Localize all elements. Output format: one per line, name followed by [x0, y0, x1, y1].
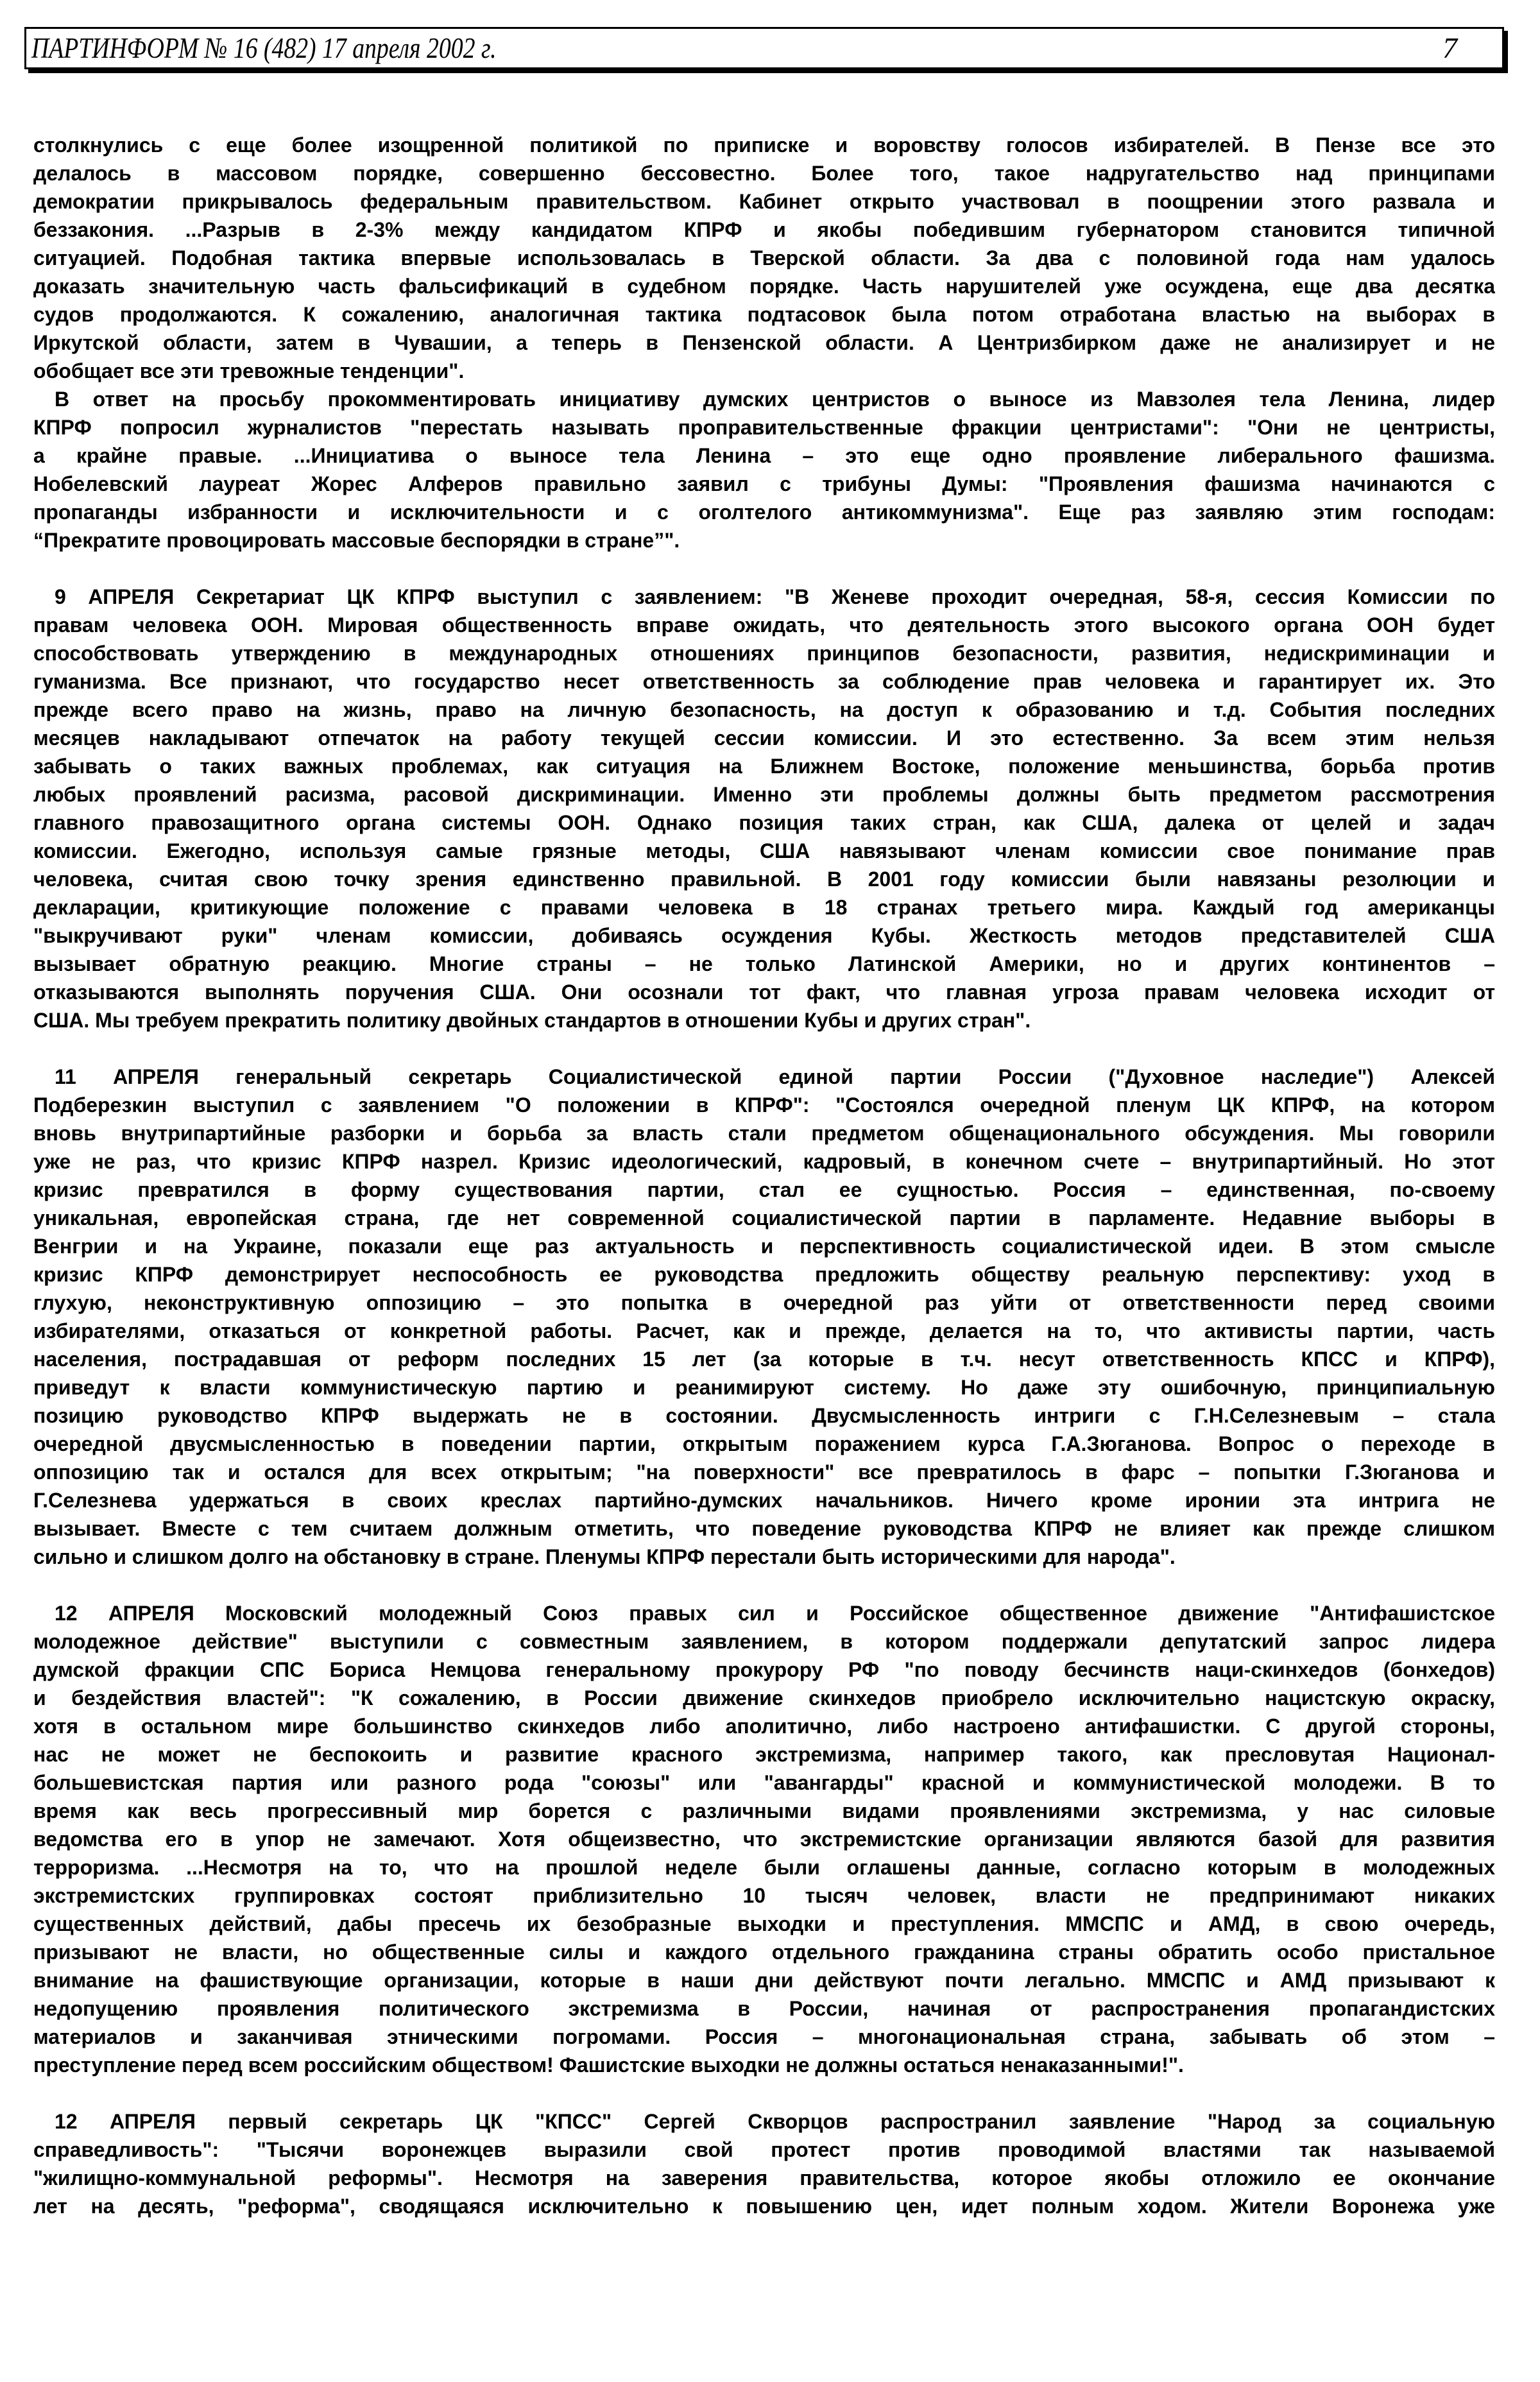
- text-line: человека, считая свою точку зрения единственно правильной. В 2001 году комиссии были навязаны резолюции и: [33, 868, 1495, 891]
- text-line: доказать значительную часть фальсификаций в судебном порядке. Часть нарушителей уже осуждена, еще два десятка: [33, 275, 1495, 298]
- publication-title: ПАРТИНФОРМ № 16 (482) 17 апреля 2002 г.: [31, 31, 497, 64]
- text-line: материалов и заканчивая этническими погромами. Россия – многонациональная страна, забывать об этом –: [33, 2025, 1495, 2048]
- text-line: Иркутской области, затем в Чувашии, а теперь в Пензенской области. А Центризбирком даже не анализирует и не: [33, 331, 1495, 354]
- text-line: месяцев накладывают отпечаток на работу текущей сессии комиссии. И это естественно. За всем этим нельзя: [33, 726, 1495, 750]
- text-line: забывать о таких важных проблемах, как ситуация на Ближнем Востоке, положение меньшинства, борьба против: [33, 755, 1495, 778]
- text-line: В ответ на просьбу прокомментировать инициативу думских центристов о выносе из Мавзолея тела Ленина, лидер: [55, 388, 1495, 411]
- paragraph: [33, 1599, 1495, 2079]
- text-line: пропаганды избранности и исключительности и с оголтелого антикоммунизма". Еще раз заявляю этим господам:: [33, 501, 1495, 524]
- text-line: отказываются выполнять поручения США. Они осознали тот факт, что главная угроза правам человека исходит от: [33, 981, 1495, 1004]
- text-line: Подберезкин выступил с заявлением "О положении в КПРФ": "Состоялся очередной пленум ЦК КПРФ, на котором: [33, 1093, 1495, 1117]
- text-line: вновь внутрипартийные разборки и борьба за власть стали предметом общенационального обсуждения. Мы говорили: [33, 1122, 1495, 1145]
- text-line: 12 АПРЕЛЯ Московский молодежный Союз правых сил и Российское общественное движение "Антифашистское: [55, 1602, 1495, 1625]
- text-line: Г.Селезнева удержаться в своих креслах партийно-думских начальников. Ничего кроме иронии эта интрига не: [33, 1489, 1495, 1512]
- text-line: и бездействия властей": "К сожалению, в России движение скинхедов приобрело исключительно нацистскую окраску,: [33, 1686, 1495, 1709]
- text-line: гуманизма. Все признают, что государство несет ответственность за соблюдение прав человека и гарантирует их. Это: [33, 670, 1495, 693]
- text-line: очередной двусмысленностью в поведении партии, открытым поражением курса Г.А.Зюганова. Вопрос о переходе в: [33, 1432, 1495, 1455]
- text-line: вызывает. Вместе с тем считаем должным отметить, что поведение руководства КПРФ не влияет как прежде слишком: [33, 1517, 1495, 1540]
- text-line: столкнулись с еще более изощренной политикой по приписке и воровству голосов избирателей. В Пензе все это: [33, 133, 1495, 157]
- text-line: ведомства его в упор не замечают. Хотя общеизвестно, что экстремистские организации являются базой для развития: [33, 1828, 1495, 1851]
- paragraph: [33, 385, 1495, 554]
- paragraph: [33, 1063, 1495, 1571]
- text-line: КПРФ попросил журналистов "перестать называть проправительственные фракции центристами": "Они не центристы,: [33, 416, 1495, 439]
- text-line: прежде всего право на жизнь, право на личную безопасность, на доступ к образованию и т.д. События последних: [33, 698, 1495, 721]
- text-line: 11 АПРЕЛЯ генеральный секретарь Социалистической единой партии России ("Духовное наследие") Алексей: [55, 1065, 1495, 1088]
- text-line: приведут к власти коммунистическую партию и реанимируют систему. Но даже эту ошибочную, принципиальную: [33, 1376, 1495, 1399]
- text-line: лет на десять, "реформа", сводящаяся исключительно к повышению цен, идет полным ходом. Жители Воронежа уже: [33, 2195, 1495, 2218]
- text-line: избирателями, отказаться от конкретной работы. Расчет, как и прежде, делается на то, что активисты партии, часть: [33, 1319, 1495, 1342]
- text-line: оппозицию так и остался для всех открытым; "на поверхности" все превратилось в фарс – попытки Г.Зюганова и: [33, 1461, 1495, 1484]
- text-line: Венгрии и на Украине, показали еще раз актуальность и перспективность социалистической идеи. В этом смысле: [33, 1235, 1495, 1258]
- text-line: терроризма. ...Несмотря на то, что на прошлой неделе были оглашены данные, согласно которым в молодежных: [33, 1856, 1495, 1879]
- text-line: преступление перед всем российским обществом! Фашистские выходки не должны остаться ненаказанными!".: [33, 2053, 1184, 2077]
- text-line: думской фракции СПС Бориса Немцова генеральному прокурору РФ "по поводу бесчинств наци-скинхедов (бонхедов): [33, 1658, 1495, 1681]
- article-body: [33, 131, 1495, 2220]
- text-line: уникальная, европейская страна, где нет современной социалистической партии в парламенте. Недавние выборы в: [33, 1206, 1495, 1230]
- text-line: США. Мы требуем прекратить политику двойных стандартов в отношении Кубы и других стран".: [33, 1009, 1031, 1032]
- text-line: время как весь прогрессивный мир борется с различными видами проявлениями экстремизма, у нас силовые: [33, 1799, 1495, 1822]
- paragraph: [33, 131, 1495, 385]
- text-line: делалось в массовом порядке, совершенно бессовестно. Более того, такое надругательство над принципами: [33, 162, 1495, 185]
- page-header: [24, 27, 1504, 69]
- text-line: а крайне правые. ...Инициатива о выносе тела Ленина – это еще одно проявление либерального фашизма.: [33, 444, 1495, 467]
- text-line: демократии прикрывалось федеральным правительством. Кабинет открыто участвовал в поощрении этого развала и: [33, 190, 1495, 213]
- text-line: главного правозащитного органа системы ООН. Однако позиция таких стран, как США, далека от целей и задач: [33, 811, 1495, 834]
- text-line: сильно и слишком долго на обстановку в стране. Пленумы КПРФ перестали быть историческими для народа".: [33, 1545, 1176, 1568]
- text-line: хотя в остальном мире большинство скинхедов либо аполитично, либо настроено антифашистки. С другой стороны,: [33, 1715, 1495, 1738]
- text-line: любых проявлений расизма, расовой дискриминации. Именно эти проблемы должны быть предметом рассмотрения: [33, 783, 1495, 806]
- text-line: внимание на фашиствующие организации, которые в наши дни действуют почти легально. ММСПС и АМД призывают к: [33, 1969, 1495, 1992]
- text-line: правам человека ООН. Мировая общественность вправе ожидать, что деятельность этого высокого органа ООН будет: [33, 613, 1495, 637]
- paragraph: [33, 583, 1495, 1034]
- text-line: недопущению проявления политического экстремизма в России, начиная от распространения пропагандистских: [33, 1997, 1495, 2020]
- text-line: позицию руководство КПРФ выдержать не в состоянии. Двусмысленность интриги с Г.Н.Селезневым – стала: [33, 1404, 1495, 1427]
- text-line: беззакония. ...Разрыв в 2-3% между кандидатом КПРФ и якобы победившим губернатором становится типичной: [33, 218, 1495, 241]
- text-line: кризис КПРФ демонстрирует неспособность ее руководства предложить обществу реальную перспективу: уход в: [33, 1263, 1495, 1286]
- text-line: ситуацией. Подобная тактика впервые использовалась в Тверской области. За два с половиной года нам удалось: [33, 246, 1495, 270]
- text-line: нас не может не беспокоить и развитие красного экстремизма, например такого, как пресловутая Национал-: [33, 1743, 1495, 1766]
- text-line: “Прекратите провоцировать массовые беспорядки в стране”".: [33, 529, 680, 552]
- text-line: экстремистских группировках состоят приблизительно 10 тысяч человек, власти не предпринимают никаких: [33, 1884, 1495, 1907]
- page-number: 7: [1442, 31, 1457, 64]
- text-line: "выкручивают руки" членам комиссии, добиваясь осуждения Кубы. Жесткость методов представителей США: [33, 924, 1495, 947]
- text-line: молодежное действие" выступили с совместным заявлением, в котором поддержали депутатский запрос лидера: [33, 1630, 1495, 1653]
- text-line: способствовать утверждению в международных отношениях принципов безопасности, развития, недискриминации и: [33, 642, 1495, 665]
- text-line: призывают не власти, но общественные силы и каждого отдельного гражданина страны обратить особо пристальное: [33, 1941, 1495, 1964]
- paragraph: [33, 2107, 1495, 2220]
- text-line: уже не раз, что кризис КПРФ назрел. Кризис идеологический, кадровый, в конечном счете – внутрипартийный. Но этот: [33, 1150, 1495, 1173]
- text-line: населения, пострадавшая от реформ последних 15 лет (за которые в т.ч. несут ответственность КПСС и КПРФ),: [33, 1348, 1495, 1371]
- text-line: справедливость": "Тысячи воронежцев выразили свой протест против проводимой властями так называемой: [33, 2138, 1495, 2161]
- text-line: комиссии. Ежегодно, используя самые грязные методы, США навязывают членам комиссии свое понимание прав: [33, 839, 1495, 862]
- text-line: судов продолжаются. К сожалению, аналогичная тактика подтасовок была потом отработана властью на выборах в: [33, 303, 1495, 326]
- text-line: глухую, неконструктивную оппозицию – это попытка в очередной раз уйти от ответственности перед своими: [33, 1291, 1495, 1314]
- text-line: обобщает все эти тревожные тенденции".: [33, 359, 465, 382]
- text-line: кризис превратился в форму существования партии, стал ее сущностью. Россия – единственная, по-своему: [33, 1178, 1495, 1201]
- text-line: вызывает обратную реакцию. Многие страны – не только Латинской Америки, но и других континентов –: [33, 952, 1495, 975]
- text-line: существенных действий, дабы пресечь их безобразные выходки и преступления. ММСПС и АМД, в свою очередь,: [33, 1912, 1495, 1935]
- text-line: 12 АПРЕЛЯ первый секретарь ЦК "КПСС" Сергей Скворцов распространил заявление "Народ за социальную: [55, 2110, 1495, 2133]
- text-line: Нобелевский лауреат Жорес Алферов правильно заявил с трибуны Думы: "Проявления фашизма начинаются с: [33, 472, 1495, 495]
- text-line: большевистская партия или разного рода "союзы" или "авангарды" красной и коммунистической молодежи. В то: [33, 1771, 1495, 1794]
- text-line: "жилищно-коммунальной реформы". Несмотря на заверения правительства, которое якобы отложило ее окончание: [33, 2166, 1495, 2189]
- text-line: декларации, критикующие положение с правами человека в 18 странах третьего мира. Каждый год американцы: [33, 896, 1495, 919]
- text-line: 9 АПРЕЛЯ Секретариат ЦК КПРФ выступил с заявлением: "В Женеве проходит очередная, 58-я, сессия Комиссии по: [55, 585, 1495, 608]
